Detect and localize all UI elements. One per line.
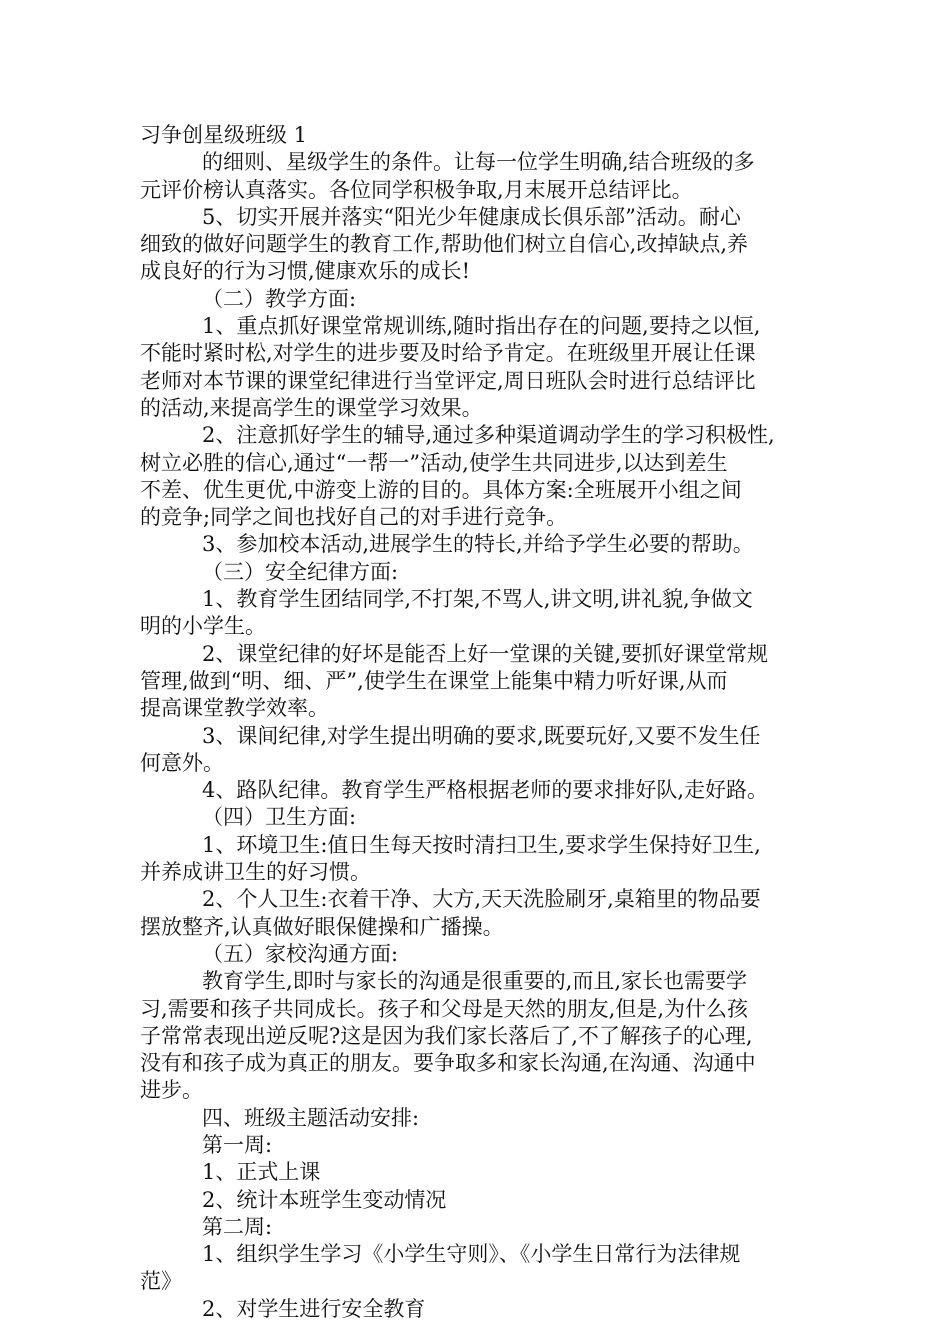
text-line: 3、参加校本活动,进展学生的特长,并给予学生必要的帮助。 [202,532,754,557]
text-line: 2、注意抓好学生的辅导,通过多种渠道调动学生的学习积极性, [202,423,775,448]
text-line: 进步。 [140,1078,203,1103]
text-line: 子常常表现出逆反呢?这是因为我们家长落后了,不了解孩子的心理, [140,1023,753,1048]
text-line: 明的小学生。 [140,614,266,639]
text-line: 2、个人卫生:衣着干净、大方,天天洗脸刷牙,桌箱里的物品要 [202,887,761,912]
text-line: （二）教学方面: [202,286,357,311]
text-line: （五）家校沟通方面: [202,941,399,966]
text-line: 3、课间纪律,对学生提出明确的要求,既要玩好,又要不发生任 [202,723,761,748]
document-body [140,122,820,1323]
text-line: 习,需要和孩子共同成长。孩子和父母是天然的朋友,但是,为什么孩 [140,996,749,1021]
text-line: 的活动,来提高学生的课堂学习效果。 [140,395,483,420]
text-line: 没有和孩子成为真正的朋友。要争取多和家长沟通,在沟通、沟通中 [140,1051,756,1076]
text-line: 2、对学生进行安全教育 [202,1296,426,1321]
text-line: 细致的做好问题学生的教育工作,帮助他们树立自信心,改掉缺点,养 [140,232,749,257]
text-line: 教育学生,即时与家长的沟通是很重要的,而且,家长也需要学 [202,969,748,994]
text-line: 第一周: [202,1132,273,1157]
text-line: 1、正式上课 [202,1160,321,1185]
text-line: 摆放整齐,认真做好眼保健操和广播操。 [140,914,504,939]
text-line: 成良好的行为习惯,健康欢乐的成长! [140,259,471,284]
text-line: 不差、优生更优,中游变上游的目的。具体方案:全班展开小组之间 [140,477,742,502]
text-line: 5、切实开展并落实“阳光少年健康成长俱乐部”活动。耐心 [202,204,741,229]
text-line: 管理,做到“明、细、严”,使学生在课堂上能集中精力听好课,从而 [140,668,728,693]
text-line: 1、重点抓好课堂常规训练,随时指出存在的问题,要持之以恒, [202,314,761,339]
text-line: 4、路队纪律。教育学生严格根据老师的要求排好队,走好路。 [202,778,769,803]
text-line: 提高课堂教学效率。 [140,696,329,721]
text-line: 2、课堂纪律的好坏是能否上好一堂课的关键,要抓好课堂常规 [202,641,769,666]
text-line: 的细则、星级学生的条件。让每一位学生明确,结合班级的多 [202,150,755,175]
text-line: 老师对本节课的课堂纪律进行当堂评定,周日班队会时进行总结评比 [140,368,756,393]
text-line: 四、班级主题活动安排: [202,1105,420,1130]
text-line: （三）安全纪律方面: [202,559,399,584]
text-line: 2、统计本班学生变动情况 [202,1187,447,1212]
text-line: 并养成讲卫生的好习惯。 [140,860,371,885]
text-line: （四）卫生方面: [202,805,357,830]
text-line: 1、教育学生团结同学,不打架,不骂人,讲文明,讲礼貌,争做文 [202,587,753,612]
text-line: 习争创星级班级 1 [140,123,308,147]
text-line: 何意外。 [140,750,224,775]
text-line: 第二周: [202,1214,273,1239]
text-line: 1、组织学生学习《小学生守则》、《小学生日常行为法律规 [202,1242,741,1267]
text-line: 范》 [140,1269,182,1294]
text-line: 树立必胜的信心,通过“一帮一”活动,使学生共同进步,以达到差生 [140,450,728,475]
text-line: 1、环境卫生:值日生每天按时清扫卫生,要求学生保持好卫生, [202,832,761,857]
text-line: 不能时紧时松,对学生的进步要及时给予肯定。在班级里开展让任课 [140,341,756,366]
text-line: 的竞争;同学之间也找好自己的对手进行竞争。 [140,505,568,530]
text-line: 元评价榜认真落实。各位同学积极争取,月末展开总结评比。 [140,177,693,202]
